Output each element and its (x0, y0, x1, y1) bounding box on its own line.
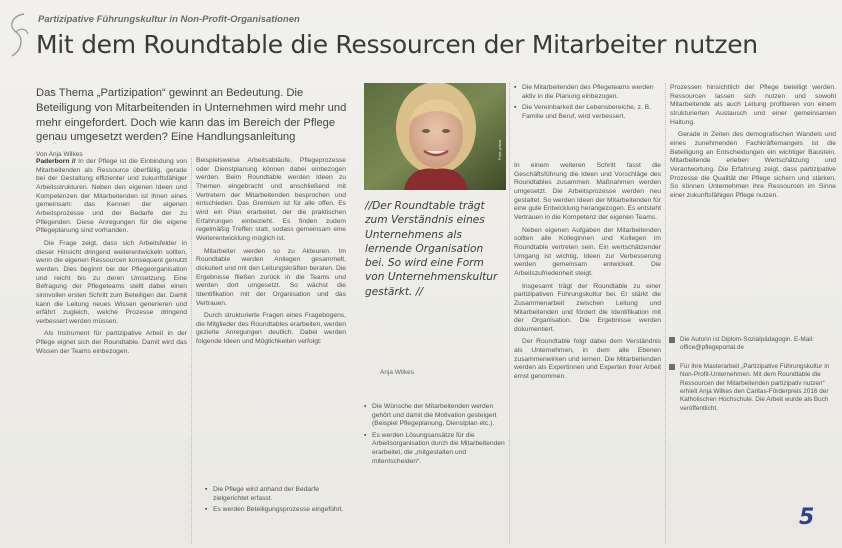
list-item: ▪ Es werden Beteiligungsprozesse eingeführt. (205, 506, 345, 515)
body-column-2 (196, 157, 346, 518)
list-item: ▪ Die Mitarbeitenden des Pflegeteams werden aktiv in die Planung einbezogen. (514, 84, 661, 101)
article-byline: Von Anja Wilkes (36, 151, 83, 158)
list-item: ▪ Die Pflege wird anhand der Bedarfe zielgerichtet erfasst. (205, 486, 345, 503)
author-note: Für ihre Masterarbeit „Partizipative Führungskultur in Non-Profit-Unternehmen. Mit dem Roundtable die Ressourcen der Mitarbeitenden partizipativ nutzen“ erhielt Anja Wilkes den Caritas-Förderpreis 2016 der Katholischen Hochschule. Die Arbeit wurde als Buch veröffentlicht. (669, 363, 834, 413)
list-item: ▪ Die Wünsche der Mitarbeitenden werden gehört und damit die Motivation gesteigert (Beispiel Pflegeplanung, Dienstplan etc.). (364, 403, 509, 429)
column-divider (509, 83, 510, 543)
body-paragraph: In einem weiteren Schritt fasst die Geschäftsführung die Ideen und Vorschläge des Roundtables zusammen. Maßnahmen werden umgesetzt. Die Arbeitsprozesse werden neu gestaltet. So werden Ideen der Mitarbeitenden für eine gute Entwicklung herangezogen. Es entsteht Vertrauen in die Kompetenz der eigenen Teams. (514, 162, 661, 221)
quote-author: Anja Wilkes (380, 369, 414, 376)
author-note: Die Autorin ist Diplom-Sozialpädagogin. E-Mail: office@pflegeportal.de (669, 336, 834, 353)
body-paragraph: Prozessen hinsichtlich der Pflege beteiligt werden. Ressourcen lassen sich nutzen und sowohl Mitarbeitende als auch Leitung profitieren von einem strukturierten Austausch und einer gemeinsamen Haltung. (670, 84, 836, 126)
author-portrait-photo (364, 83, 506, 190)
bullet-list (514, 84, 661, 124)
bullet-list (364, 403, 509, 469)
body-paragraph: Durch strukturierte Fragen eines Fragebogens, die Mitglieder des Roundtables erarbeiten, werden gezielte Anregungen deutlich. Dabei werden folgende Ideen und Möglichkeiten verfolgt: (196, 312, 346, 346)
body-paragraph: Mitarbeiter werden so zu Akteuren. Im Roundtable werden Anliegen gesammelt, diskutiert und mit den Leitungskräften beraten. Die Ergebnisse fließen zurück in die Teams und werden dort umgesetzt. So wächst die Identifikation mit der Organisation und das Vertrauen. (196, 247, 346, 307)
list-item: ▪ Es werden Lösungsansätze für die Arbeitsorganisation durch die Mitarbeitenden erarbeitet, die „mitgestalten und mitentscheiden“. (364, 432, 509, 466)
body-paragraph: Paderborn // In der Pflege ist die Einbindung von Mitarbeitenden als Ressource überfällig, gerade bei der Gestaltung effizienter und zukunftsfähiger Arbeitsstrukturen. Neben den eigenen Ideen und Kompetenzen der Mitarbeitenden ist ihnen eines gemeinsam: das Kennen der eigenen Arbeitsprozesse und der Bedarfe der zu Pflegenden. Diese Anregungen für die eigene Pflegeplanung sind vorhanden. (36, 158, 187, 235)
author-notes (669, 336, 834, 423)
script-curl-ornament-icon (4, 10, 36, 60)
bullet-list (205, 486, 345, 518)
page-number: 5 (799, 505, 815, 530)
body-paragraph: Beispielsweise Arbeitsabläufe, Pflegeprozesse oder Dienstplanung können dabei einbezogen werden. Beim Roundtable werden Ideen zu Themen eingebracht und anschließend mit Vertretern der Mitarbeitenden besprochen und entschieden. Das Gremium ist für alle offen. Es wird ein Plan erarbeitet, der die praktischen Erfahrungen einbezieht. Es finden zudem regelmäßig Treffen statt, sodass gemeinsam eine Weiterentwicklung möglich ist. (196, 157, 346, 242)
body-paragraph: Als Instrument für partizipative Arbeit in der Pflege eignet sich der Roundtable. Damit wird das Wissen der Teams einbezogen. (36, 330, 187, 355)
body-column-1 (36, 158, 187, 544)
article-headline: Mit dem Roundtable die Ressourcen der Mitarbeiter nutzen (36, 30, 758, 59)
body-paragraph: Der Roundtable folgt dabei dem Verständnis als Unternehmen, in dem alle Ebenen zusammenwirken und lernen. Die Mitarbeitenden werden als Expertinnen und Experten ihrer Arbeit ernst genommen. (514, 338, 661, 381)
article-kicker: Partizipative Führungskultur in Non-Profit-Organisationen (38, 14, 300, 25)
body-paragraph: Gerade in Zeiten des demografischen Wandels und eines zunehmenden Fachkräftemangels ist die Beteiligung an Entscheidungen ein wichtiger Baustein. Mitarbeitende erleben Wertschätzung und Verantwortung. Die Erfahrung zeigt, dass partizipative Prozesse die Qualität der Pflege sichern und stärken. So können Unternehmen ihre Ressourcen im Sinne einer zukunftsfähigen Pflege nutzen. (670, 131, 836, 199)
column-divider (191, 158, 192, 544)
list-item: ▪ Die Vereinbarkeit der Lebensbereiche, z. B. Familie und Beruf, wird verbessert. (514, 104, 661, 121)
pull-quote: //Der Roundtable trägt zum Verständnis eines Unternehmens als lernende Organisation bei. So wird eine Form von Unternehmenskultur gestärkt. // (365, 200, 498, 298)
body-column-5 (670, 84, 836, 334)
article-lead: Das Thema „Partizipation“ gewinnt an Bedeutung. Die Beteiligung von Mitarbeitenden in Unternehmen wird mehr und mehr eingefordert. Doch wie kann das im Bereich der Pflege genau umgesetzt werden? Eine Handlungsanleitung (36, 87, 347, 144)
column-divider (665, 83, 666, 543)
body-paragraph: Die Frage zeigt, dass sich Arbeitsfelder in dieser Hinsicht dringend weiterentwickeln sollten, wenn die eigenen Ressourcen konsequent genutzt werden. Dies beginnt bei der Pflegeorganisation und reicht bis zu deren Umsetzung. Eine Befragung der Pflegeteams stellt dabei einen sinnvollen ersten Schritt zum Beteiligen dar. Damit kann die Leitung neues Wissen generieren und erfährt zugleich, welche Prozesse dringend verbessert werden müssen. (36, 239, 187, 325)
body-paragraph: Neben eigenen Aufgaben der Mitarbeitenden sollten alle Kolleginnen und Kollegen im Roundtable vertreten sein. Ein wertschätzender Umgang ist wichtig, Ideen zur Verbesserung werden gemeinsam entwickelt. Die Arbeitszufriedenheit steigt. (514, 226, 661, 277)
square-bullet-icon (669, 364, 675, 370)
square-bullet-icon (669, 337, 675, 343)
body-column-4 (514, 162, 661, 548)
photo-credit: Foto: privat (497, 139, 502, 160)
body-paragraph: Insgesamt trägt der Roundtable zu einer partizipativen Führungskultur bei. Er stärkt die Zusammenarbeit zwischen Leitung und Mitarbeitenden und fördert die Identifikation mit der Organisation. Die Ergebnisse werden dokumentiert. (514, 282, 661, 333)
